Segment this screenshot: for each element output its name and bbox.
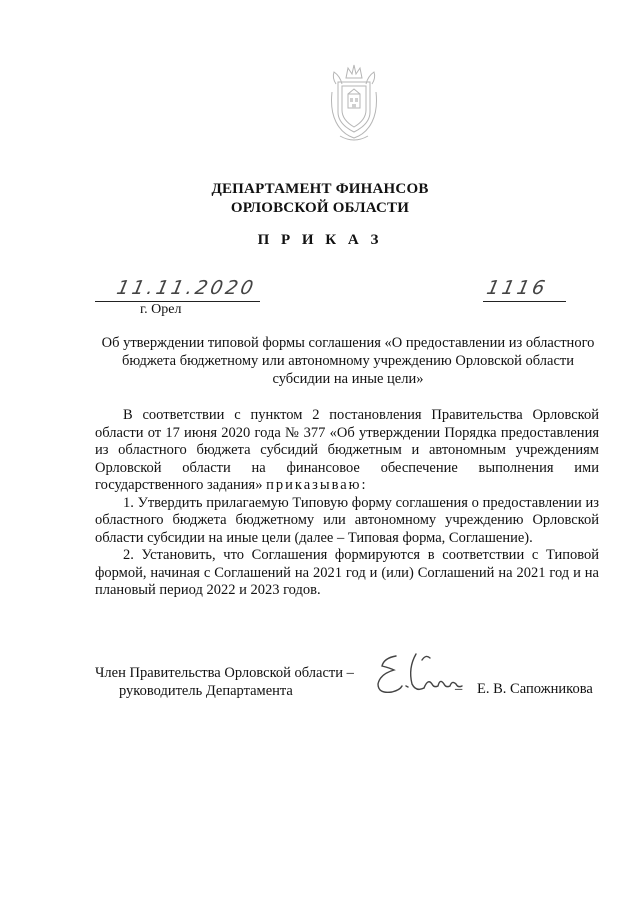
order-title: П Р И К А З <box>257 232 383 248</box>
date-field <box>95 277 260 302</box>
preamble-text: В соответствии с пунктом 2 постановления Правительства Орловской области от 17 июня 2020 года № 377 «Об утверждении Порядка предоставления из областного бюджета субсидий бюджетным и автономным учреждениям Орловской области на финансовое обеспечение выполнения ими государственного задания» <box>95 407 599 493</box>
handwritten-order-number: 1116 <box>484 277 550 299</box>
position-line-2: руководитель Департамента <box>119 683 293 699</box>
item-1-paragraph: 1. Утвердить прилагаемую Типовую форму соглашения о предоставлении из областного бюджета бюджетному или автономному учреждению Орловской области субсидии на иные цели (далее – Типовая форма, Соглашение). <box>95 494 599 546</box>
header-line-1: ДЕПАРТАМЕНТ ФИНАНСОВ <box>211 181 429 197</box>
handwritten-date: 11.11.2020 <box>114 277 259 299</box>
preamble-paragraph <box>95 407 599 495</box>
signature-dash: – <box>455 681 463 697</box>
order-subject: Об утверждении типовой формы соглашения «О предоставлении из областного бюджета бюджетному или автономному учреждению Орловской области субсидии на иные цели» <box>101 335 595 387</box>
department-header <box>0 180 640 218</box>
order-word: приказываю: <box>266 477 368 493</box>
header-line-2: ОРЛОВСКОЙ ОБЛАСТИ <box>230 200 410 216</box>
item-2-paragraph: 2. Установить, что Соглашения формируются в соответствии с Типовой формой, начиная с Соглашений на 2021 год и (или) Соглашений на 2021 год и на плановый период 2022 и 2023 годов. <box>95 547 599 598</box>
order-number-field <box>483 277 566 302</box>
city-label: г. Орел <box>140 302 182 317</box>
position-line-1: Член Правительства Орловской области – <box>95 665 354 681</box>
coat-of-arms-emblem <box>328 62 380 144</box>
handwritten-signature <box>368 648 468 700</box>
signatory-position <box>95 664 354 700</box>
signatory-name: Е. В. Сапожникова <box>477 681 593 697</box>
order-body <box>95 407 599 600</box>
